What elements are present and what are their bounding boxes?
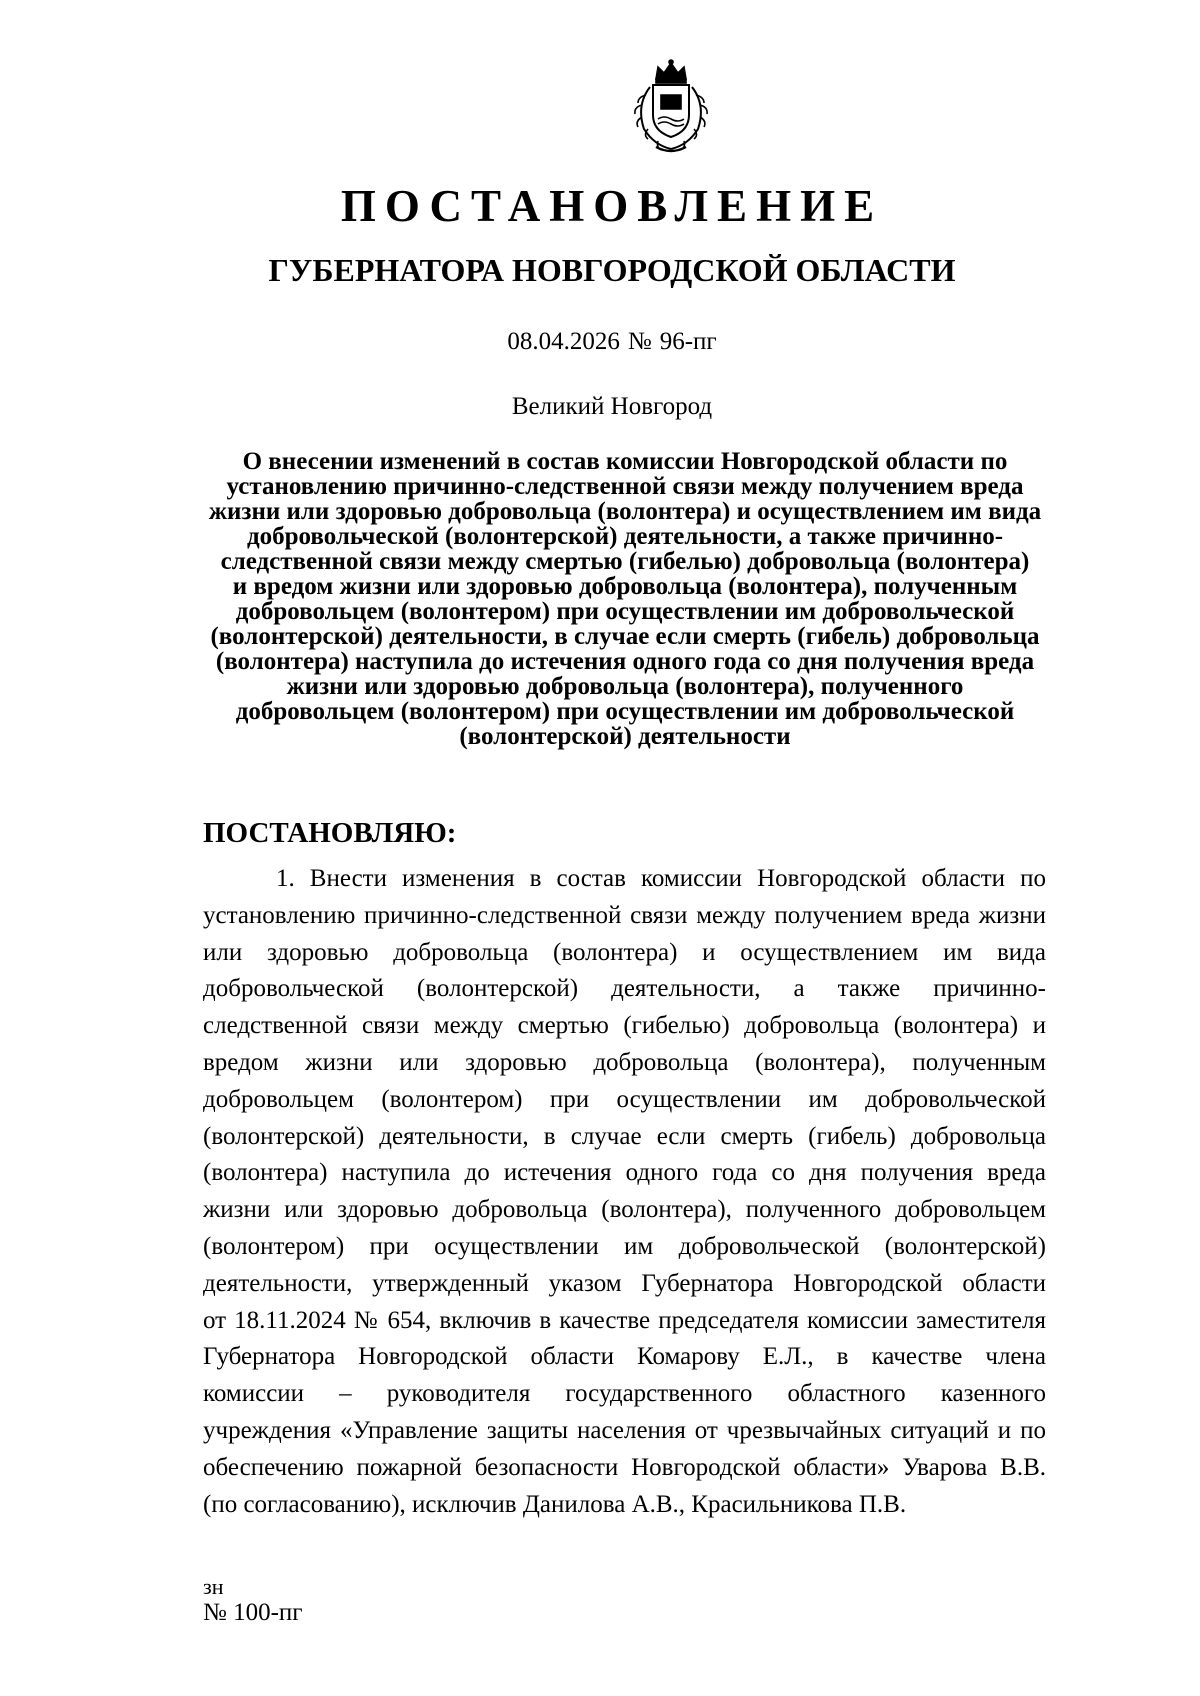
number-sign: № xyxy=(627,328,652,355)
heading-line: добровольцем (волонтером) при осуществлении им добровольческой xyxy=(235,598,1015,625)
footer-number: № 100-пг xyxy=(203,1599,303,1626)
heading-line: жизни или здоровью добровольца (волонтера), полученного xyxy=(286,673,964,700)
document-body xyxy=(203,861,1046,1523)
body-line: добровольцем (волонтером) при осуществлении им добровольческой xyxy=(203,1085,1046,1113)
document-date: 08.04.2026 xyxy=(507,328,620,355)
body-line: от 18.11.2024 № 654, включив в качестве председателя комиссии заместителя xyxy=(203,1306,1046,1334)
body-line: жизни или здоровью добровольца (волонтера), полученного добровольцем xyxy=(203,1196,1046,1224)
heading-line: следственной связи между смертью (гибелью) добровольца (волонтера) xyxy=(220,548,1030,575)
heading-line: (волонтерской) деятельности xyxy=(459,723,791,750)
footer-code: зн xyxy=(203,1574,224,1599)
body-line: учреждения «Управление защиты населения от чрезвычайных ситуаций и по xyxy=(203,1416,1046,1444)
heading-line: и вредом жизни или здоровью добровольца (волонтера), полученным xyxy=(232,573,1018,600)
body-line: 1. Внести изменения в состав комиссии Новгородской области по xyxy=(276,865,1046,892)
document-heading xyxy=(200,449,1050,749)
body-line: добровольческой (волонтерской) деятельности, а также причинно- xyxy=(203,975,1046,1003)
body-line: (волонтером) при осуществлении им добровольческой (волонтерской) xyxy=(203,1232,1046,1260)
document-number: 96-пг xyxy=(659,328,717,355)
decree-word: ПОСТАНОВЛЯЮ: xyxy=(203,817,457,849)
heading-line: (волонтера) наступила до истечения одного года со дня получения вреда xyxy=(215,648,1035,675)
heading-line: жизни или здоровью добровольца (волонтера) и осуществлением им вида xyxy=(208,498,1042,525)
body-line: следственной связи между смертью (гибелью) добровольца (волонтера) и xyxy=(203,1012,1046,1040)
document-title: ПОСТАНОВЛЕНИЕ xyxy=(340,181,884,231)
document-city: Великий Новгород xyxy=(511,393,713,420)
body-line: Губернатора Новгородской области Комарову Е.Л., в качестве члена xyxy=(203,1343,1046,1371)
date-number-line xyxy=(0,326,1200,358)
document-subtitle: ГУБЕРНАТОРА НОВГОРОДСКОЙ ОБЛАСТИ xyxy=(268,252,956,288)
body-line: установлению причинно-следственной связи между получением вреда жизни xyxy=(203,901,1046,929)
heading-line: установлению причинно-следственной связи между получением вреда xyxy=(226,473,1024,500)
body-line: (волонтерской) деятельности, в случае если смерть (гибель) добровольца xyxy=(203,1122,1046,1150)
heading-line: добровольцем (волонтером) при осуществлении им добровольческой xyxy=(235,698,1015,725)
body-line: деятельности, утвержденный указом Губернатора Новгородской области xyxy=(203,1269,1046,1297)
body-line: вредом жизни или здоровью добровольца (волонтера), полученным xyxy=(203,1048,1046,1076)
heading-line: О внесении изменений в состав комиссии Новгородской области по xyxy=(242,448,1008,475)
body-line: (по согласованию), исключив Данилова А.В., Красильникова П.В. xyxy=(203,1490,907,1518)
novgorod-coat-of-arms-icon xyxy=(628,57,714,155)
body-line: (волонтера) наступила до истечения одного года со дня получения вреда xyxy=(203,1159,1046,1187)
heading-line: добровольческой (волонтерской) деятельности, а также причинно- xyxy=(246,523,1004,550)
heading-line: (волонтерской) деятельности, в случае если смерть (гибель) добровольца xyxy=(210,623,1040,650)
body-line: или здоровью добровольца (волонтера) и осуществлением им вида xyxy=(203,938,1046,966)
body-line: комиссии – руководителя государственного областного казенного xyxy=(203,1380,1046,1408)
body-line: обеспечению пожарной безопасности Новгородской области» Уварова В.В. xyxy=(203,1453,1046,1481)
